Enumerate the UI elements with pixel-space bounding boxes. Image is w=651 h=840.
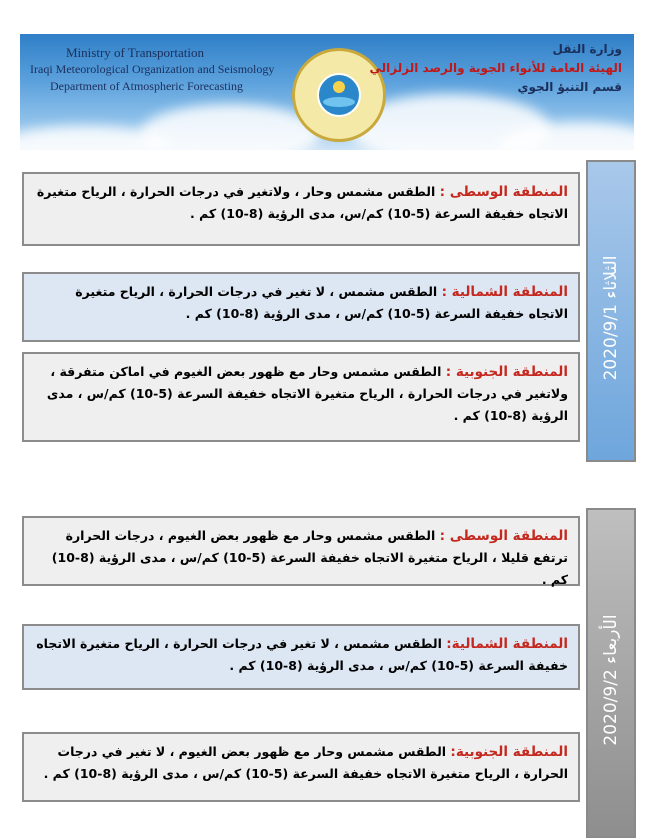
day-name-label: الثلاثاء [601,255,621,299]
forecast-text: الطقس مشمس ، لا تغير في درجات الحرارة ، الرياح متغيرة الاتجاه خفيفة السرعة (5-10) كم/س ، مدى الرؤية (8-10) كم . [75,284,568,321]
region-name: المنطقة الجنوبية: [450,744,568,760]
date-label: 2020/9/1 [601,304,621,381]
forecast-card-day1-north [22,272,580,342]
header-banner [20,34,634,150]
forecast-card-day2-south [22,732,580,802]
forecast-text: الطقس مشمس وحار ، ولاتغير في درجات الحرارة ، الرياح متغيرة الاتجاه خفيفة السرعة (5-10) كم/س، مدى الرؤية (8-10) كم . [36,184,568,221]
forecast-text: الطقس مشمس وحار مع ظهور بعض الغيوم ، درجات الحرارة ترتفع قليلا ، الرياح متغيرة الاتجاه خفيفة السرعة (5-10) كم/س ، مدى الرؤية (8-10) كم . [51,528,568,587]
date-strip-day1 [586,160,636,462]
forecast-card-day1-central [22,172,580,246]
region-name: المنطقة الجنوبية : [445,364,568,380]
header-arabic [370,40,622,97]
department-name-ar: قسم التنبؤ الجوي [517,80,622,94]
organization-name-en: Iraqi Meteorological Organization and Seismology [30,62,275,76]
forecast-text: الطقس مشمس وحار مع ظهور بعض الغيوم ، لا تغير في درجات الحرارة ، الرياح متغيرة الاتجاه خفيفة السرعة (5-10) كم/س ، مدى الرؤية (8-10) كم . [43,744,568,781]
ministry-name-ar: وزارة النقل [552,42,622,56]
region-name: المنطقة الوسطى : [439,184,568,200]
date-strip-day2 [586,508,636,838]
department-name-en: Department of Atmospheric Forecasting [50,79,243,93]
date-label: 2020/9/2 [601,669,621,746]
region-name: المنطقة الشمالية: [446,636,568,652]
header-english [30,44,274,95]
forecast-text: الطقس مشمس وحار مع ظهور بعض الغيوم في اماكن متفرقة ، ولاتغير في درجات الحرارة ، الرياح متغيرة الاتجاه خفيفة السرعة (5-10) كم/س ، مدى الرؤية (8-10) كم . [46,364,568,423]
forecast-card-day2-north [22,624,580,690]
region-name: المنطقة الوسطى : [439,528,568,544]
forecast-card-day2-central [22,516,580,586]
day-name-label: الأربعاء [601,614,621,664]
ministry-name-en: Ministry of Transportation [66,45,204,60]
region-name: المنطقة الشمالية : [441,284,568,300]
forecast-text: الطقس مشمس ، لا تغير في درجات الحرارة ، الرياح متغيرة الاتجاه خفيفة السرعة (5-10) كم/س ، مدى الرؤية (8-10) كم . [36,636,568,673]
forecast-card-day1-south [22,352,580,442]
organization-name-ar: الهيئة العامة للأنواء الجوية والرصد الزلزالي [369,61,622,75]
